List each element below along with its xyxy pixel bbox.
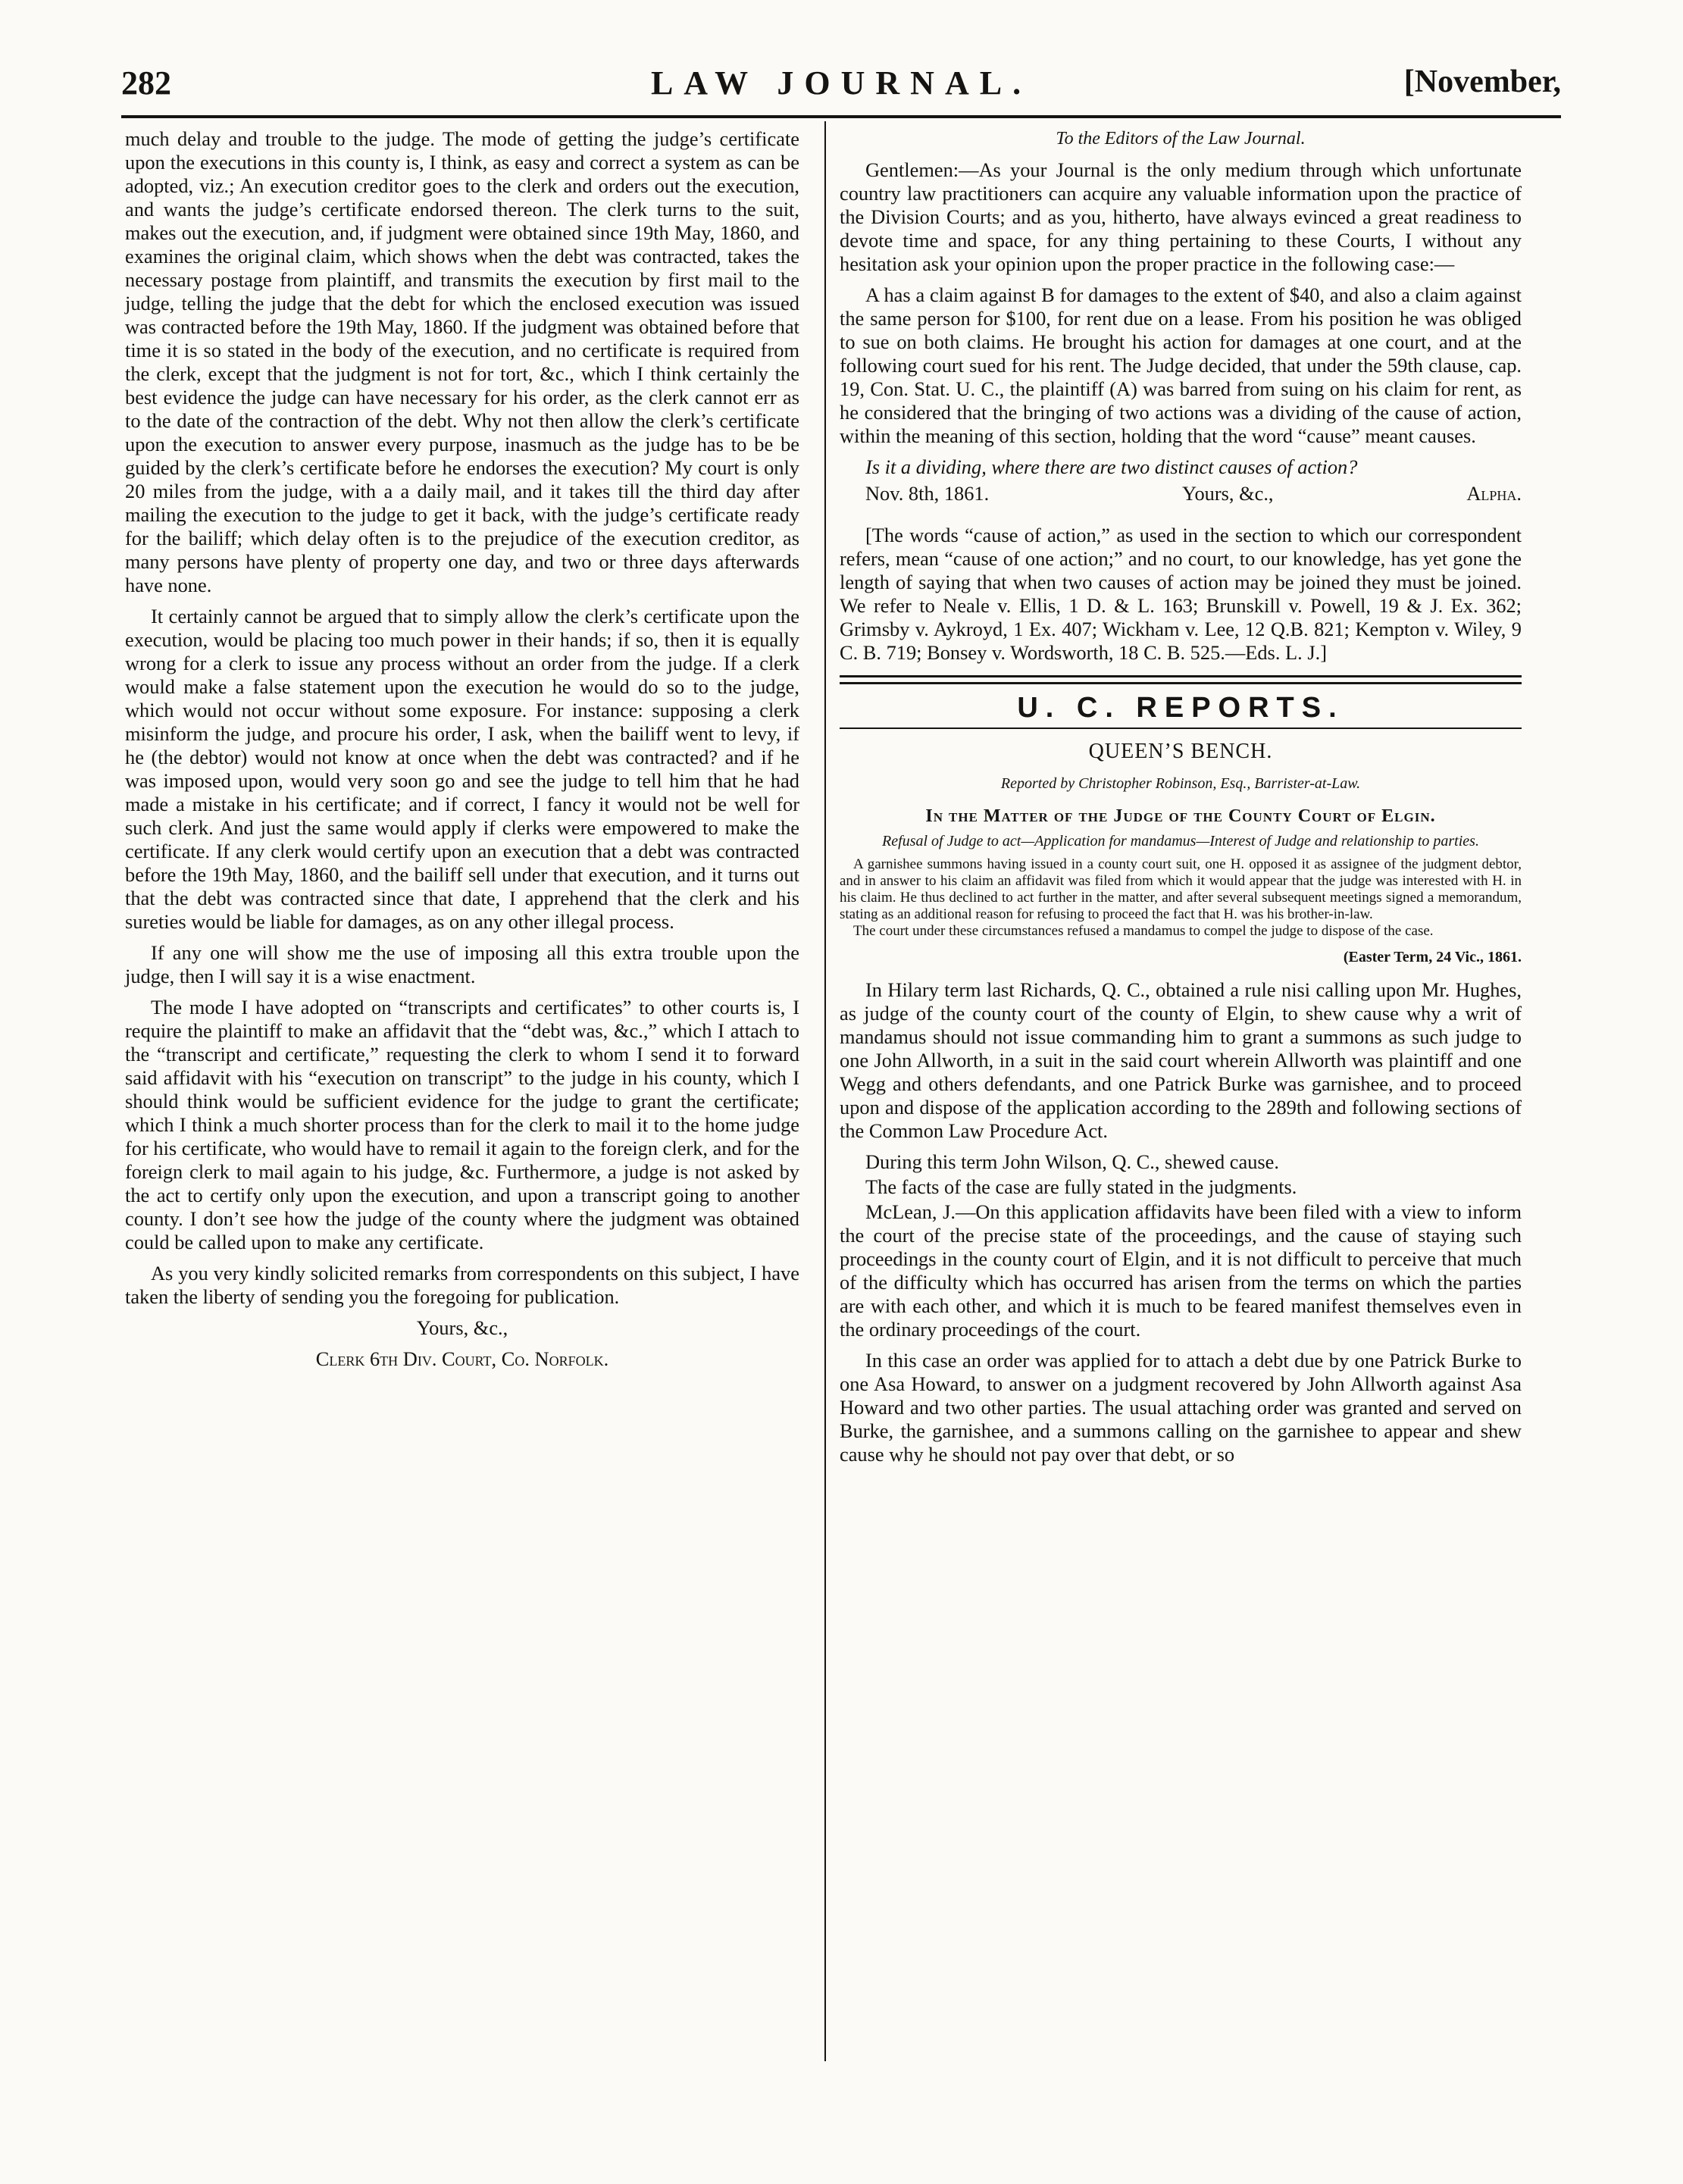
left-column <box>125 127 799 1378</box>
right-column <box>840 127 1522 1474</box>
left-paragraph-5: As you very kindly solicited remarks from correspondents on this subject, I have taken the liberty of sending you the foregoing for publication. <box>125 1262 799 1308</box>
page-header <box>121 64 1561 109</box>
left-paragraph-2: It certainly cannot be argued that to simply allow the clerk’s certificate upon the execution, would be placing too much power in their hands; if so, then it is equally wrong for a clerk to issue any process without an order from the judge. If a clerk would make a false statement upon the execution he would do so to the judge, which would not occur without some exposure. For instance: supposing a clerk misinform the judge, and procure his order, I ask, when the bailiff went to levy, if he (the debtor) would not know at once when the debt was contracted? and if he was imposed upon, would very soon go and see the judge to tell him that he had made a mistake in his certificate; and if correct, I fancy it would not be well for such clerk. And just the same would apply if clerks were empowered to make the certificate. If any clerk would certify upon an execution that a debt was contracted before the 19th May, 1860, and the bailiff sell under that execution, and it turns out that the debt was contracted since that date, I apprehend that the clerk and his sureties would be liable for damages, as on any other illegal process. <box>125 605 799 933</box>
letter-paragraph-2: A has a claim against B for damages to the extent of $40, and also a claim against the same person for $100, for rent due on a lease. From his position he was obliged to sue on both claims. He brought his action for damages at one court, and at the following court sued for his rent. The Judge decided, that under the 59th clause, cap. 19, Con. Stat. U. C., the plaintiff (A) was barred from suing on his claim for rent, as he considered that the bringing of two actions was a dividing of the cause of action, within the meaning of this section, holding that the word “cause” meant causes. <box>840 283 1522 447</box>
letter-heading: To the Editors of the Law Journal. <box>1056 129 1306 149</box>
reporter-line: Reported by Christopher Robinson, Esq., Barrister-at-Law. <box>1000 775 1361 792</box>
left-paragraph-4: The mode I have adopted on “transcripts and certificates” to other courts is, I require the plaintiff to make an affidavit that the “debt was, &c.,” which I attach to the “transcript and certificate,” requesting the clerk to whom I send it to forward said affidavit with his “execution on transcript” to the judge in his county, which I should think would be sufficient evidence for the judge to grant the certificate; which I think a much shorter process than for the clerk to mail it to the home judge for his certificate, who would have to remail it again to the foreign clerk, and for the foreign clerk to mail again to his judge, &c. Furthermore, a judge is not asked by the act to certify only upon the execution, and upon a transcript going to another county. I don’t see how the judge of the county where the judgment was obtained could be called upon to make any certificate. <box>125 996 799 1253</box>
journal-title: LAW JOURNAL. <box>650 64 1032 102</box>
report-paragraph-5: In this case an order was applied for to attach a debt due by one Patrick Burke to one Asa Howard, to answer on a judgment recovered by John Allworth against Asa Howard and two other parties. The usual attaching order was granted and served on Burke, the garnishee, and a summons calling on the garnishee to appear and shew cause why he should not pay over that debt, or so <box>840 1349 1522 1466</box>
left-closing: Yours, &c., <box>416 1316 508 1339</box>
letter-paragraph-1: Gentlemen:—As your Journal is the only medium through which unfortunate country law practitioners can acquire any valuable information upon the practice of the Division Courts; and as you, hitherto, have always evinced a great readiness to devote time and space, for any thing pertaining to these Courts, I without any hesitation ask your opinion upon the proper practice in the following case:— <box>840 158 1522 275</box>
reports-rule <box>840 727 1522 729</box>
header-rule <box>121 115 1561 118</box>
left-signature: Clerk 6th Div. Court, Co. Norfolk. <box>315 1347 609 1370</box>
term-line: (Easter Term, 24 Vic., 1861. <box>1343 949 1522 965</box>
letter-date: Nov. 8th, 1861. <box>865 482 990 505</box>
headnote-1: A garnishee summons having issued in a county court suit, one H. opposed it as assignee of the judgment debtor, and in answer to his claim an affidavit was filed from which it would appear that the judge was interested with H. in his claim. He thus declined to act further in the matter, and after several subsequent meetings signed a memorandum, stating as an additional reason for refusing to proceed the fact that H. was his brother-in-law. <box>840 856 1522 922</box>
editor-note: [The words “cause of action,” as used in the section to which our correspondent refers, mean “cause of one action;” and no court, to our knowledge, has yet gone the length of saying that when two causes of action may be joined they must be joined. We refer to Neale v. Ellis, 1 D. & L. 163; Brunskill v. Powell, 19 & J. Ex. 362; Grimsby v. Aykroyd, 1 Ex. 407; Wickham v. Lee, 12 Q.B. 821; Kempton v. Wiley, 9 C. B. 719; Bonsey v. Wordsworth, 18 C. B. 525.—Eds. L. J.] <box>840 524 1522 664</box>
letter-paragraph-3: Is it a dividing, where there are two distinct causes of action? <box>865 455 1358 478</box>
reports-title: U. C. REPORTS. <box>1017 692 1344 724</box>
case-subtitle: Refusal of Judge to act—Application for mandamus—Interest of Judge and relationship to parties. <box>882 833 1479 850</box>
issue-month: [November, <box>1403 64 1561 99</box>
case-title: In the Matter of the Judge of the County Court of Elgin. <box>925 806 1436 826</box>
column-divider <box>824 121 826 2061</box>
report-paragraph-2: During this term John Wilson, Q. C., shewed cause. <box>865 1150 1279 1173</box>
left-paragraph-3: If any one will show me the use of imposing all this extra trouble upon the judge, then I will say it is a wise enactment. <box>125 941 799 987</box>
letter-yours: Yours, &c., <box>1182 482 1274 505</box>
report-paragraph-1: In Hilary term last Richards, Q. C., obtained a rule nisi calling upon Mr. Hughes, as judge of the county court of the county of Elgin, to shew cause why a writ of mandamus should not issue commanding him to grant a summons as such judge to one John Allworth, in a suit in the said court wherein Allworth was plaintiff and one Wegg and others defendants, and one Patrick Burke was garnishee, and to proceed upon and dispose of the application according to the 289th and following sections of the Common Law Procedure Act. <box>840 978 1522 1142</box>
page-number: 282 <box>121 64 171 102</box>
letter-signature: Alpha. <box>1466 482 1522 505</box>
headnote-2: The court under these circumstances refused a mandamus to compel the judge to dispose of the case. <box>853 923 1434 939</box>
court-name: QUEEN’S BENCH. <box>1088 740 1273 763</box>
letter-signoff <box>840 482 1522 505</box>
left-paragraph-1: much delay and trouble to the judge. The mode of getting the judge’s certificate upon the executions in this county is, I think, as easy and correct a system as can be adopted, viz.; An execution creditor goes to the clerk and orders out the execution, and wants the judge’s certificate endorsed thereon. The clerk turns to the suit, makes out the execution, and, if judgment were obtained since 19th May, 1860, and examines the original claim, which shows when the debt was contracted, takes the necessary postage from plaintiff, and transmits the execution by first mail to the judge, telling the judge that the debt for which the enclosed execution was issued was contracted before the 19th May, 1860. If the judgment was obtained before that time it is so stated in the body of the execution, and no certificate is required from the clerk, except that the judgment is not for tort, &c., which I think certainly the best evidence the judge can have necessary for his order, as the clerk cannot err as to the date of the contraction of the debt. Why not then allow the clerk’s certificate upon the execution to answer every purpose, inasmuch as the judge has to be be guided by the clerk’s certificate before he endorses the execution? My court is only 20 miles from the judge, with a a daily mail, and it takes till the third day after mailing the execution to the judge to get it back, with the judge’s certificate ready for the bailiff; which delay often is to the prejudice of the execution creditor, as many persons have plenty of property one day, and two or three days afterwards have none. <box>125 127 799 596</box>
section-double-rule <box>840 675 1522 684</box>
report-paragraph-4: McLean, J.—On this application affidavits have been filed with a view to inform the court of the precise state of the proceedings, and the cause of staying such proceedings in the county court of Elgin, and it is not difficult to perceive that much of the difficulty which has occurred has arisen from the terms on which the parties are with each other, and which it is much to be feared manifest themselves even in the ordinary proceedings of the court. <box>840 1200 1522 1341</box>
report-paragraph-3: The facts of the case are fully stated in the judgments. <box>865 1175 1297 1198</box>
